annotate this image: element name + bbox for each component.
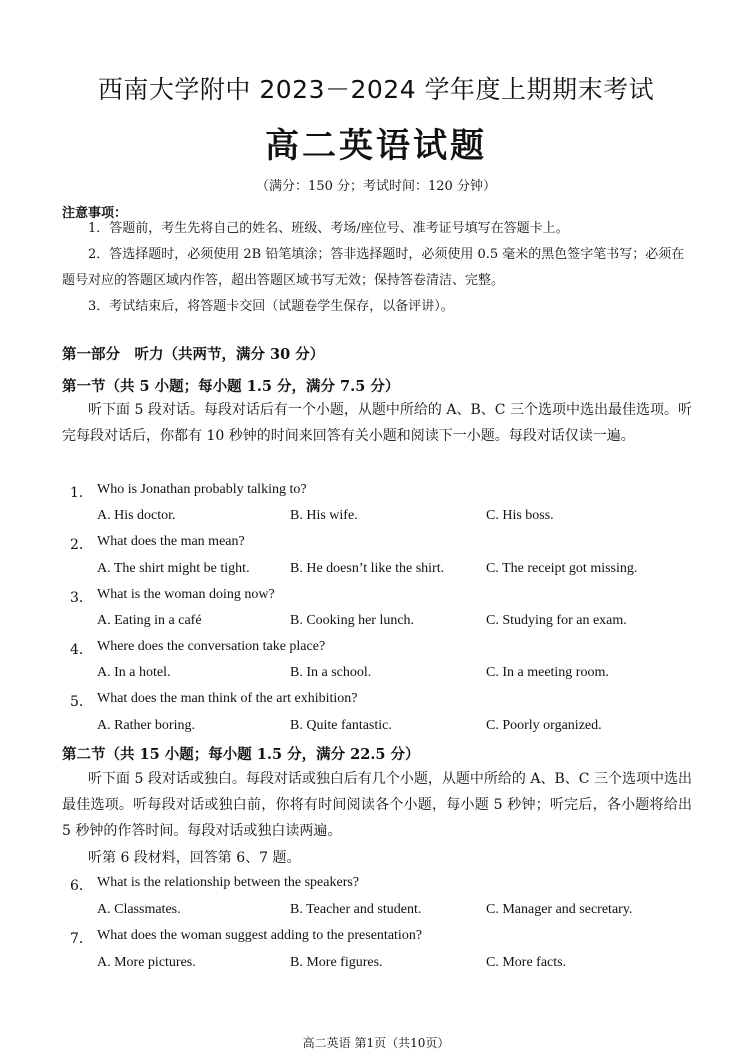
- question-number: 1．: [70, 485, 93, 501]
- school-exam-title: 西南大学附中 2023－2024 学年度上期期末考试: [97, 75, 655, 104]
- question-number: 4．: [70, 642, 93, 658]
- material-note: 听第 6 段材料，回答第 6、7 题。: [88, 850, 301, 866]
- question-text: Where does the conversation take place?: [97, 639, 326, 654]
- option-c: C. Manager and secretary.: [486, 902, 633, 917]
- question-number: 2．: [70, 537, 93, 553]
- question-number: 6．: [70, 878, 93, 894]
- question-text: What is the woman doing now?: [97, 587, 275, 602]
- option-c: C. In a meeting room.: [486, 665, 609, 680]
- section-heading: 第二节（共 15 小题；每小题 1.5 分，满分 22.5 分）: [62, 746, 420, 763]
- notice-heading: 注意事项：: [62, 206, 128, 221]
- option-c: C. The receipt got missing.: [486, 561, 638, 576]
- option-c: C. Poorly organized.: [486, 718, 602, 733]
- notice-item: 3．考试结束后，将答题卡交回（试题卷学生保存，以备评讲）。: [88, 299, 454, 314]
- question-number: 5．: [70, 694, 93, 710]
- option-b: B. Teacher and student.: [290, 902, 422, 917]
- option-b: B. Cooking her lunch.: [290, 613, 415, 628]
- option-a: A. In a hotel.: [97, 665, 171, 680]
- notice-item: 1．答题前，考生先将自己的姓名、班级、考场/座位号、准考证号填写在答题卡上。: [88, 221, 569, 236]
- option-a: A. Rather boring.: [97, 718, 195, 733]
- option-a: A. More pictures.: [97, 955, 196, 970]
- notice-list: [62, 216, 692, 320]
- page-footer: 高二英语 第1页（共10页）: [302, 1036, 450, 1050]
- notice-item: 2．答选择题时，必须使用 2B 铅笔填涂；答非选择题时，必须使用 0.5 毫米的黑色签字笔书写；必须在题号对应的答题区域内作答，超出答题区域书写无效；保持答卷清洁、完整。: [62, 247, 685, 288]
- option-a: A. The shirt might be tight.: [97, 561, 250, 576]
- option-a: A. Eating in a café: [97, 613, 202, 628]
- section-instructions: 听下面 5 段对话或独白。每段对话或独白后有几个小题，从题中所给的 A、B、C 三个选项中选出最佳选项。听每段对话或独白前，你将有时间阅读各个小题，每小题 5 秒钟；听完后，各小题将给出 5 秒钟的作答时间。每段对话或独白读两遍。: [62, 771, 692, 839]
- option-b: B. His wife.: [290, 508, 358, 523]
- question-text: Who is Jonathan probably talking to?: [97, 482, 307, 497]
- option-b: B. In a school.: [290, 665, 372, 680]
- option-a: A. His doctor.: [97, 508, 176, 523]
- question-text: What is the relationship between the speakers?: [97, 875, 360, 890]
- option-b: B. He doesn’t like the shirt.: [290, 561, 445, 576]
- option-c: C. His boss.: [486, 508, 554, 523]
- section-heading: 第一节（共 5 小题；每小题 1.5 分，满分 7.5 分）: [62, 378, 400, 395]
- option-b: B. Quite fantastic.: [290, 718, 392, 733]
- option-c: C. Studying for an exam.: [486, 613, 627, 628]
- question-text: What does the man think of the art exhibition?: [97, 691, 358, 706]
- option-c: C. More facts.: [486, 955, 567, 970]
- section-instructions: 听下面 5 段对话。每段对话后有一个小题，从题中所给的 A、B、C 三个选项中选出最佳选项。听完每段对话后，你都有 10 秒钟的时间来回答有关小题和阅读下一小题。每段对话仅读一遍。: [62, 402, 692, 444]
- option-b: B. More figures.: [290, 955, 383, 970]
- question-text: What does the man mean?: [97, 534, 245, 549]
- option-a: A. Classmates.: [97, 902, 181, 917]
- subject-title: 高二英语试题: [265, 126, 487, 166]
- question-text: What does the woman suggest adding to the presentation?: [97, 928, 423, 943]
- question-number: 3．: [70, 590, 93, 606]
- part-heading: 第一部分 听力（共两节，满分 30 分）: [62, 346, 325, 363]
- question-number: 7．: [70, 931, 93, 947]
- exam-meta: （满分：150 分；考试时间：120 分钟）: [256, 179, 496, 194]
